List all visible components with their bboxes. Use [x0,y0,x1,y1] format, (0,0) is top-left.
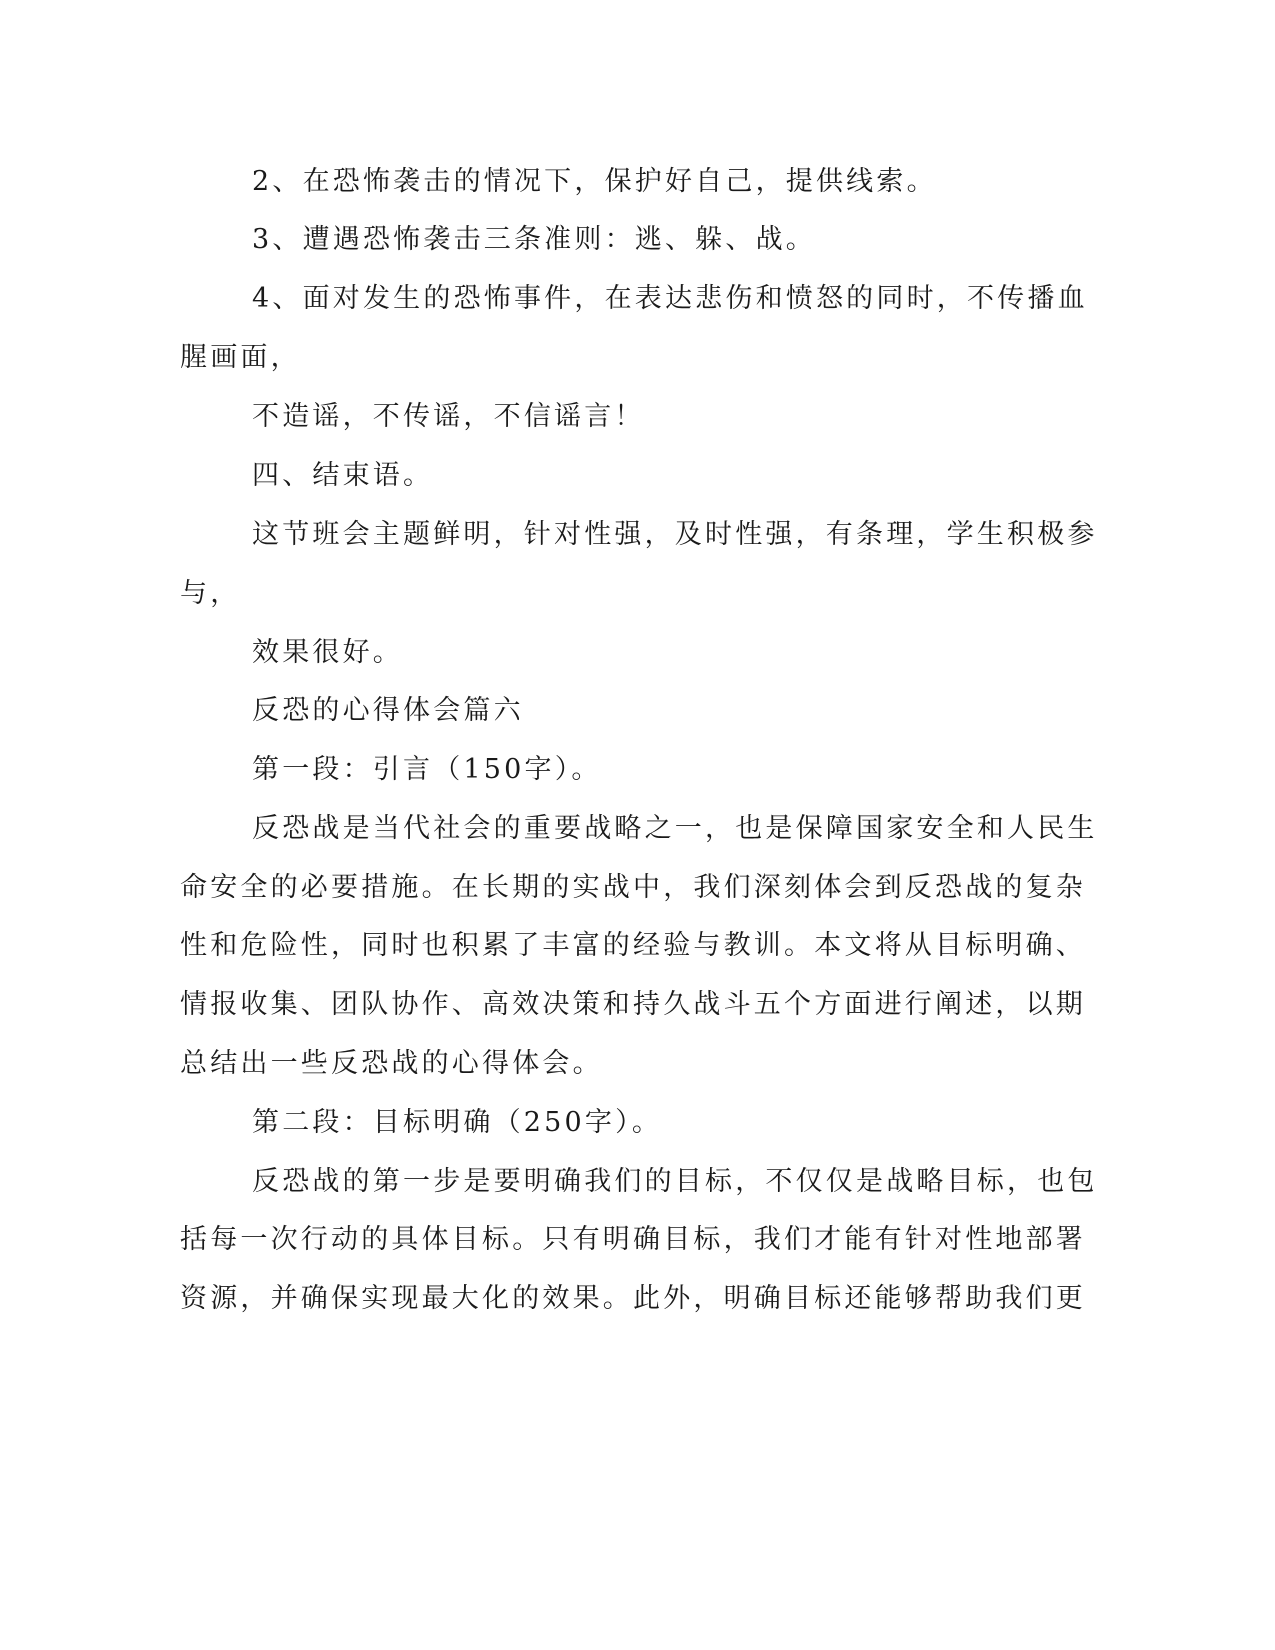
paragraph-line: 资源，并确保实现最大化的效果。此外，明确目标还能够帮助我们更 [180,1283,1086,1314]
paragraph-line: 不造谣，不传谣，不信谣言！ [252,401,645,432]
paragraph-line: 反恐战的第一步是要明确我们的目标，不仅仅是战略目标，也包 [252,1166,1098,1197]
paragraph-line-continuation: 与， [180,578,241,609]
section-heading: 四、结束语。 [252,460,434,491]
paragraph-line: 括每一次行动的具体目标。只有明确目标，我们才能有针对性地部署 [180,1224,1086,1255]
list-item-4-continuation: 腥画面， [180,342,301,373]
paragraph-line: 命安全的必要措施。在长期的实战中，我们深刻体会到反恐战的复杂 [180,872,1086,903]
paragraph-line: 情报收集、团队协作、高效决策和持久战斗五个方面进行阐述，以期 [180,989,1086,1020]
paragraph-line: 性和危险性，同时也积累了丰富的经验与教训。本文将从目标明确、 [180,930,1086,961]
paragraph-line: 这节班会主题鲜明，针对性强，及时性强，有条理，学生积极参 [252,519,1098,550]
list-item-3: 3、遭遇恐怖袭击三条准则：逃、躲、战。 [252,224,816,255]
list-item-2: 2、在恐怖袭击的情况下，保护好自己，提供线索。 [252,166,937,197]
article-title: 反恐的心得体会篇六 [252,695,524,726]
paragraph-line: 总结出一些反恐战的心得体会。 [180,1048,603,1079]
paragraph-line: 效果很好。 [252,637,403,668]
section-heading: 第一段：引言（150字）。 [252,754,602,785]
section-heading: 第二段：目标明确（250字）。 [252,1107,663,1138]
list-item-4: 4、面对发生的恐怖事件，在表达悲伤和愤怒的同时，不传播血 [252,283,1088,314]
paragraph-line: 反恐战是当代社会的重要战略之一，也是保障国家安全和人民生 [252,813,1098,844]
